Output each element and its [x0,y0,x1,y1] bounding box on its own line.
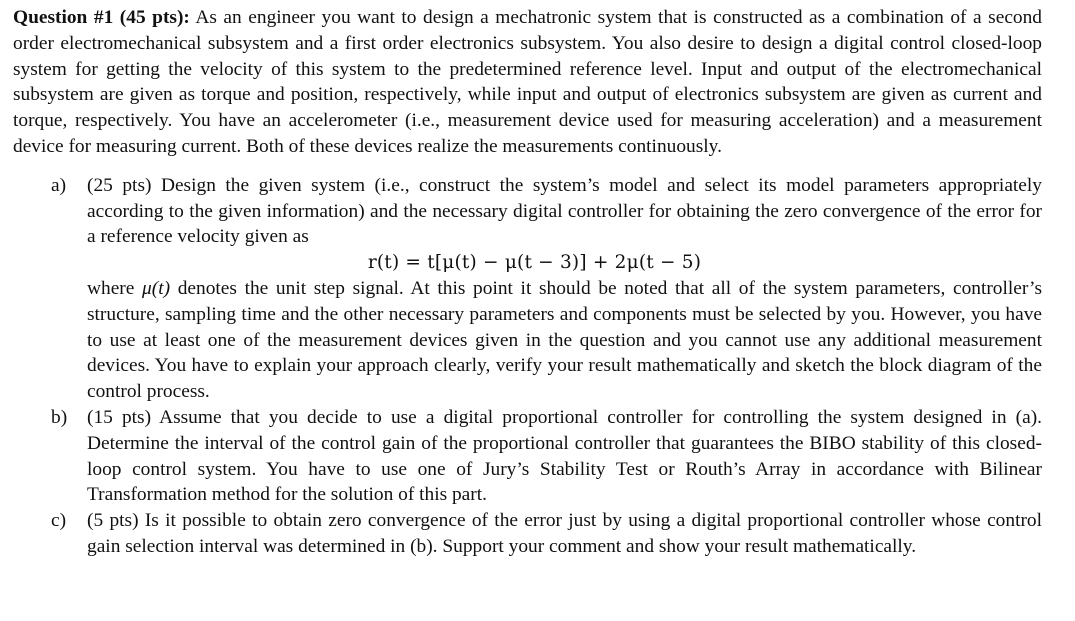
part-c-text: (5 pts) Is it possible to obtain zero convergence of the error just by using a digital proportional controller whose control gain selection interval was determined in (b). Support your comment and show your result mathematically. [87,510,1042,557]
part-a-text-continued [87,276,1042,405]
part-a-text: (25 pts) Design the given system (i.e., construct the system’s model and select its model parameters appropriately according to the given information) and the necessary digital controller for obtaining the zero convergence of the error for a reference velocity given as [87,174,1042,248]
part-b-text: (15 pts) Assume that you decide to use a digital proportional controller for controlling the system designed in (a). Determine the interval of the control gain of the proportional controller that guarantees the BIBO stability of this closed-loop control system. You have to use one of Jury’s Stability Test or Routh’s Array in accordance with Bilinear Transformation method for the solution of this part. [87,406,1042,506]
part-b-marker: b) [51,406,68,428]
question-intro-text: As an engineer you want to design a mechatronic system that is constructed as a combination of a second order electromechanical subsystem and a first order electronics subsystem. You also desire to design a digital control closed-loop system for getting the velocity of this system to the predetermined reference level. Input and output of the electromechanical subsystem are given as torque and position, respectively, while input and output of electronics subsystem are given as current and torque, respectively. You have an accelerometer (i.e., measurement device used for measuring acceleration) and a measurement device for measuring current. Both of these devices realize the measurements continuously. [13,7,1043,157]
part-c [13,508,1042,560]
reference-velocity-equation: r(t) = t[μ(t) − μ(t − 3)] + 2μ(t − 5) [367,252,702,274]
part-a-marker: a) [51,174,67,196]
part-a-remainder: denotes the unit step signal. At this point it should be noted that all of the system parameters, controller’s structure, sampling time and the other necessary parameters and components must be selected by you. However, you have to use at least one of the measurement devices given in the question and you cannot use any additional measurement devices. You have to explain your approach clearly, verify your result mathematically and sketch the block diagram of the control process. [87,277,1042,403]
question-parts [13,173,1042,560]
unit-step-symbol: μ(t) [142,277,171,299]
question-intro [13,5,1042,160]
part-c-marker: c) [51,510,67,532]
question-heading: Question #1 (45 pts): [13,7,190,28]
part-b [13,405,1042,508]
part-a [13,173,1042,405]
part-a-where: where [87,277,143,299]
